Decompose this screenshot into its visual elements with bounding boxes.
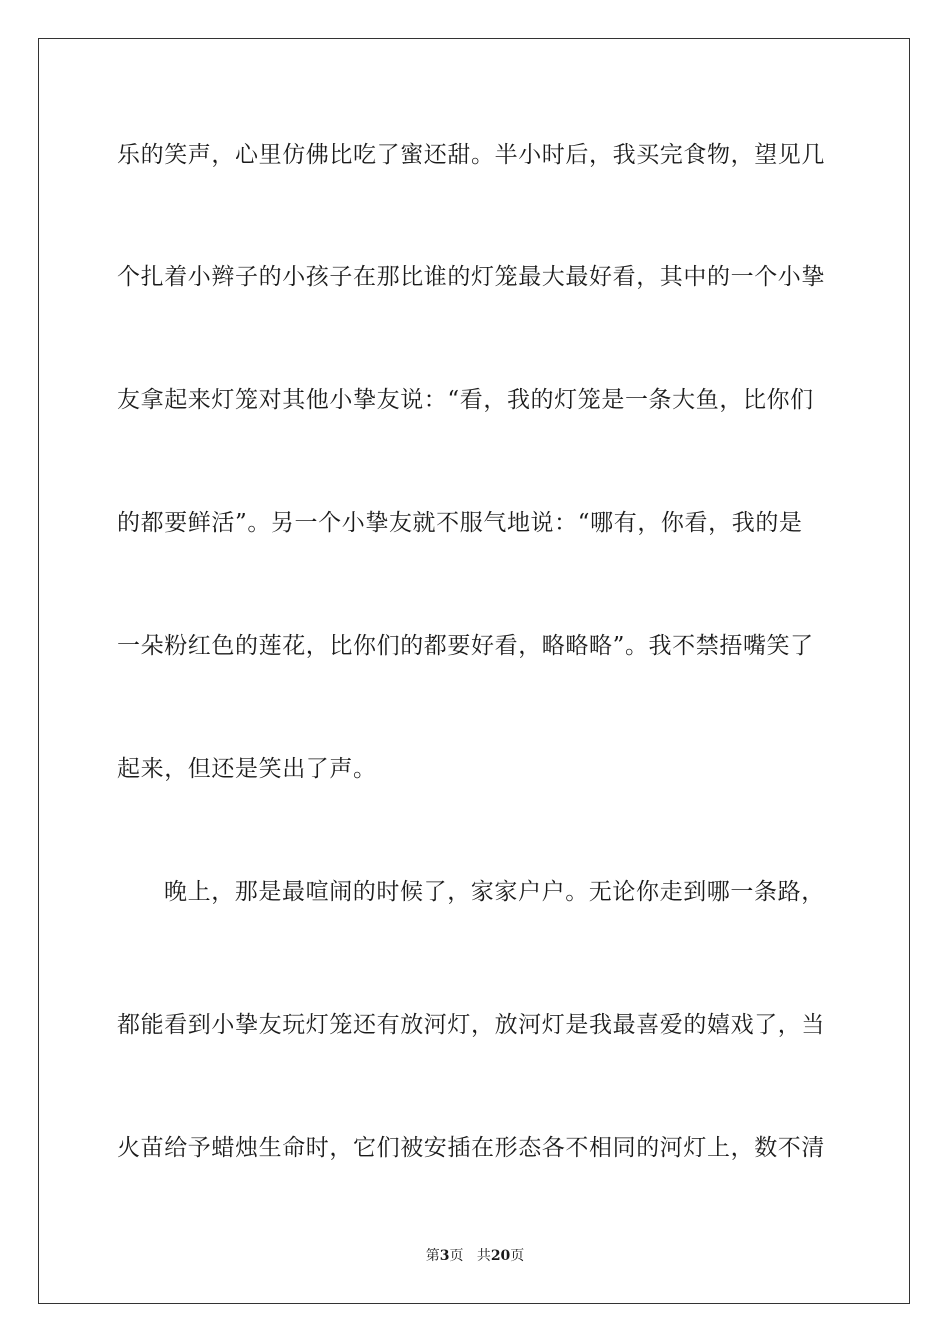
total-page-count: 20 [490, 1248, 511, 1264]
page-footer [0, 1247, 950, 1265]
paragraph-line-3: 友拿起来灯笼对其他小挚友说：“看，我的灯笼是一条大鱼，比你们 [117, 387, 814, 413]
paragraph-line-4: 的都要鲜活”。另一个小挚友就不服气地说：“哪有，你看，我的是 [117, 510, 803, 536]
paragraph-line-7: 晚上，那是最喧闹的时候了，家家户户。无论你走到哪一条路， [164, 879, 825, 905]
paragraph-line-2: 个扎着小辫子的小孩子在那比谁的灯笼最大最好看，其中的一个小挚 [117, 264, 825, 290]
page-label-prefix: 第 [425, 1248, 440, 1264]
total-label-prefix: 共 [476, 1248, 491, 1264]
total-label-suffix: 页 [510, 1248, 525, 1264]
paragraph-line-9: 火苗给予蜡烛生命时，它们被安插在形态各不相同的河灯上，数不清 [117, 1135, 825, 1161]
paragraph-line-8: 都能看到小挚友玩灯笼还有放河灯，放河灯是我最喜爱的嬉戏了，当 [117, 1012, 825, 1038]
paragraph-line-5: 一朵粉红色的莲花，比你们的都要好看，略略略”。我不禁捂嘴笑了 [117, 633, 814, 659]
paragraph-line-1: 乐的笑声，心里仿佛比吃了蜜还甜。半小时后，我买完食物，望见几 [117, 142, 825, 168]
page-label-suffix: 页 [449, 1248, 464, 1264]
page-border [38, 38, 910, 1304]
current-page-number: 3 [439, 1248, 450, 1264]
paragraph-line-6: 起来，但还是笑出了声。 [117, 756, 377, 782]
